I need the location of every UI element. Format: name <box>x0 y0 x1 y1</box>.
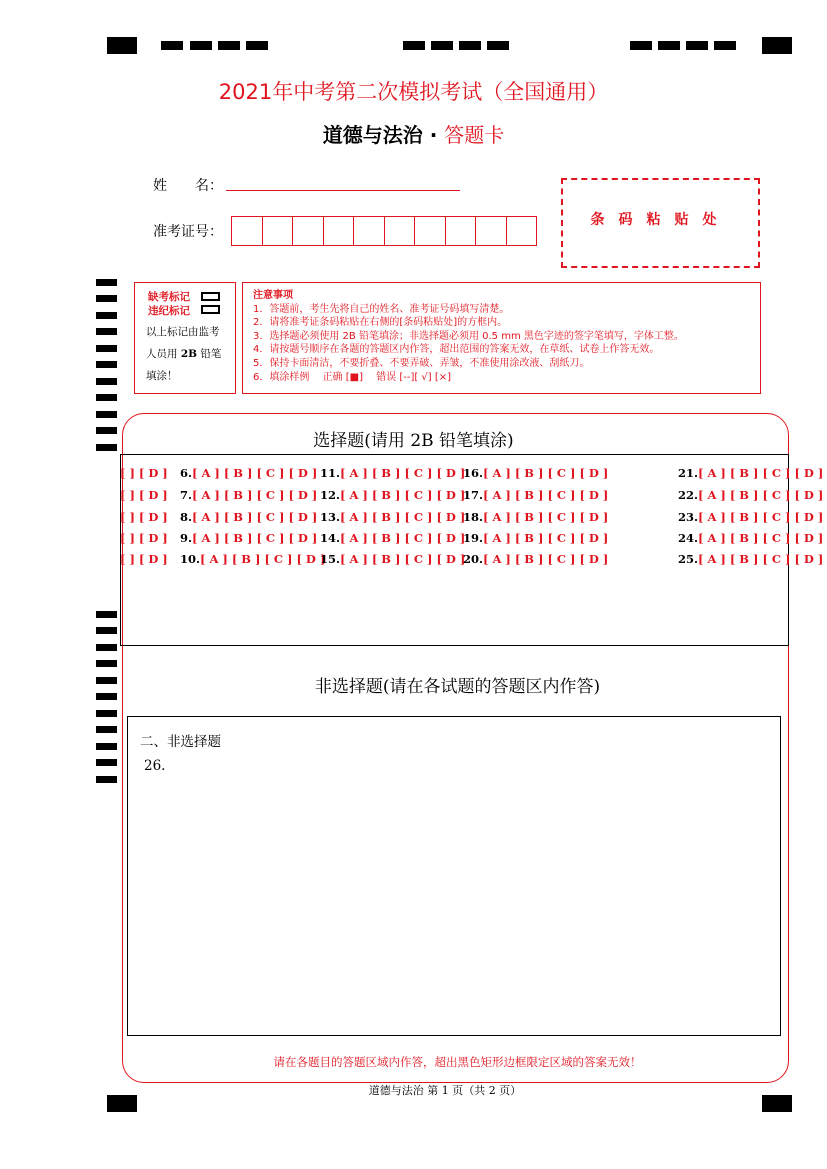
mcq-box <box>120 454 789 646</box>
side-mark <box>96 411 117 418</box>
question-number: 14. <box>320 531 341 545</box>
answer-options[interactable]: [ A ] [ B ] [ C ] [ D ] <box>483 510 609 524</box>
mcq-question[interactable] <box>463 466 608 480</box>
mcq-partial-options[interactable]: [ ] [ D ] <box>120 466 168 480</box>
question-number: 16. <box>463 466 484 480</box>
mcq-heading: 选择题(请用 2B 铅笔填涂) <box>313 431 514 451</box>
mcq-question[interactable] <box>180 552 325 566</box>
question-number: 8. <box>180 510 193 524</box>
answer-options[interactable]: [ A ] [ B ] [ C ] [ D ] <box>483 552 609 566</box>
absent-checkbox[interactable] <box>201 292 220 301</box>
timing-mark <box>218 41 240 50</box>
side-mark <box>96 378 117 385</box>
question-number: 7. <box>180 488 193 502</box>
notice-item: 5．保持卡面清洁，不要折叠、不要弄破、弄皱，不准使用涂改液、刮纸刀。 <box>253 357 590 369</box>
timing-mark <box>459 41 481 50</box>
id-digit-box[interactable] <box>415 217 446 245</box>
answer-options[interactable]: [ A ] [ B ] [ C ] [ D ] <box>192 466 318 480</box>
side-mark <box>96 660 117 667</box>
answer-options[interactable]: [ A ] [ B ] [ C ] [ D ] <box>340 488 466 502</box>
answer-options[interactable]: [ A ] [ B ] [ C ] [ D ] <box>698 488 824 502</box>
side-mark <box>96 295 117 302</box>
answer-area-warning: 请在各题目的答题区域内作答，超出黑色矩形边框限定区域的答案无效！ <box>273 1055 642 1069</box>
mcq-question[interactable] <box>180 488 317 502</box>
name-field[interactable] <box>226 190 460 191</box>
answer-options[interactable]: [ A ] [ B ] [ C ] [ D ] <box>192 488 318 502</box>
answer-options[interactable]: [ A ] [ B ] [ C ] [ D ] <box>698 466 824 480</box>
answer-options[interactable]: [ A ] [ B ] [ C ] [ D ] <box>192 510 318 524</box>
notice-box <box>242 282 761 394</box>
id-digit-box[interactable] <box>446 217 477 245</box>
id-digit-box[interactable] <box>507 217 537 245</box>
question-number: 25. <box>678 552 699 566</box>
side-mark <box>96 328 117 335</box>
question-number: 15. <box>320 552 341 566</box>
answer-options[interactable]: [ A ] [ B ] [ C ] [ D ] <box>483 466 609 480</box>
side-mark <box>96 726 117 733</box>
absent-label: 缺考标记 <box>148 291 190 303</box>
id-digit-box[interactable] <box>354 217 385 245</box>
answer-options[interactable]: [ A ] [ B ] [ C ] [ D ] <box>698 531 824 545</box>
mcq-question[interactable] <box>678 466 823 480</box>
answer-options[interactable]: [ A ] [ B ] [ C ] [ D ] <box>483 488 609 502</box>
timing-mark <box>714 41 736 50</box>
mcq-question[interactable] <box>320 552 465 566</box>
question-number: 6. <box>180 466 193 480</box>
title-separator: · <box>429 123 438 147</box>
mark-box <box>134 282 236 394</box>
mcq-partial-options[interactable]: [ ] [ D ] <box>120 552 168 566</box>
question-number: 26. <box>144 758 166 774</box>
mcq-question[interactable] <box>463 531 608 545</box>
mcq-question[interactable] <box>463 510 608 524</box>
answer-options[interactable]: [ A ] [ B ] [ C ] [ D ] <box>340 552 466 566</box>
question-number: 9. <box>180 531 193 545</box>
notice-item: 2．请将准考证条码粘贴在右侧的[条码粘贴处]的方框内。 <box>253 317 508 329</box>
mcq-partial-options[interactable]: [ ] [ D ] <box>120 510 168 524</box>
answer-options[interactable]: [ A ] [ B ] [ C ] [ D ] <box>200 552 326 566</box>
question-number: 11. <box>320 466 341 480</box>
essay-answer-box[interactable] <box>127 716 781 1036</box>
mcq-question[interactable] <box>320 466 465 480</box>
question-number: 22. <box>678 488 699 502</box>
mcq-question[interactable] <box>678 488 823 502</box>
barcode-area: 条码粘贴处 <box>561 178 760 268</box>
exam-title: 2021年中考第二次模拟考试（全国通用） <box>218 80 609 104</box>
side-mark <box>96 710 117 717</box>
mcq-question[interactable] <box>180 531 317 545</box>
mcq-question[interactable] <box>320 510 465 524</box>
side-mark <box>96 361 117 368</box>
timing-mark <box>190 41 212 50</box>
id-digit-box[interactable] <box>476 217 507 245</box>
answer-options[interactable]: [ A ] [ B ] [ C ] [ D ] <box>340 466 466 480</box>
side-mark <box>96 759 117 766</box>
notice-item: 1．答题前，考生先将自己的姓名、准考证号码填写清楚。 <box>253 303 510 315</box>
answer-options[interactable]: [ A ] [ B ] [ C ] [ D ] <box>340 531 466 545</box>
notice-heading: 注意事项 <box>253 290 293 301</box>
question-number: 23. <box>678 510 699 524</box>
notice-item: 4．请按题号顺序在各题的答题区内作答，超出范围的答案无效，在草纸、试卷上作答无效。 <box>253 344 660 356</box>
mcq-question[interactable] <box>180 466 317 480</box>
timing-mark <box>487 41 509 50</box>
question-number: 19. <box>463 531 484 545</box>
side-mark <box>96 627 117 634</box>
id-digit-box[interactable] <box>263 217 294 245</box>
mcq-question[interactable] <box>678 510 823 524</box>
essay-section-label: 二、非选择题 <box>140 734 221 750</box>
page-number: 道德与法治 第 1 页（共 2 页） <box>368 1084 522 1097</box>
side-mark <box>96 312 117 319</box>
mcq-question[interactable] <box>463 552 608 566</box>
mcq-question[interactable] <box>678 552 823 566</box>
side-mark <box>96 743 117 750</box>
mcq-question[interactable] <box>320 488 465 502</box>
answer-options[interactable]: [ A ] [ B ] [ C ] [ D ] <box>698 552 824 566</box>
timing-mark <box>686 41 708 50</box>
exam-id-boxes[interactable] <box>231 216 537 246</box>
question-number: 20. <box>463 552 484 566</box>
mcq-question[interactable] <box>320 531 465 545</box>
mcq-question[interactable] <box>180 510 317 524</box>
notice-item: 3．选择题必须使用 2B 铅笔填涂；非选择题必须用 0.5 mm 黑色字迹的签字笔填写，字体工整。 <box>253 330 684 342</box>
timing-mark <box>630 41 652 50</box>
name-label: 姓 名： <box>153 178 223 194</box>
timing-mark <box>161 41 183 50</box>
subject-name: 道德与法治 <box>322 123 423 147</box>
side-mark <box>96 279 117 286</box>
timing-mark <box>246 41 268 50</box>
mcq-question[interactable] <box>678 531 823 545</box>
question-number: 17. <box>463 488 484 502</box>
answer-options[interactable]: [ A ] [ B ] [ C ] [ D ] <box>698 510 824 524</box>
answer-options[interactable]: [ A ] [ B ] [ C ] [ D ] <box>483 531 609 545</box>
id-label: 准考证号： <box>153 224 223 240</box>
id-digit-box[interactable] <box>293 217 324 245</box>
question-number: 18. <box>463 510 484 524</box>
timing-mark <box>762 37 792 54</box>
side-mark <box>96 394 117 401</box>
id-digit-box[interactable] <box>385 217 416 245</box>
mcq-partial-options[interactable]: [ ] [ D ] <box>120 488 168 502</box>
timing-mark <box>107 37 137 54</box>
question-number: 10. <box>180 552 201 566</box>
side-mark <box>96 644 117 651</box>
side-mark <box>96 776 117 783</box>
mcq-partial-options[interactable]: [ ] [ D ] <box>120 531 168 545</box>
essay-heading: 非选择题(请在各试题的答题区内作答) <box>314 677 601 697</box>
mark-note: 以上标记由监考 人员用 2B 铅笔 填涂！ <box>146 326 222 382</box>
notice-item: 6．填涂样例 正确 [■] 错误 [--][ √] [×] <box>253 371 452 383</box>
question-number: 12. <box>320 488 341 502</box>
question-number: 13. <box>320 510 341 524</box>
side-mark <box>96 345 117 352</box>
violation-label: 违纪标记 <box>148 305 190 317</box>
timing-mark <box>403 41 425 50</box>
question-number: 21. <box>678 466 699 480</box>
side-mark <box>96 611 117 618</box>
card-label: 答题卡 <box>444 123 505 147</box>
question-number: 24. <box>678 531 699 545</box>
id-digit-box[interactable] <box>324 217 355 245</box>
timing-mark <box>658 41 680 50</box>
answer-options[interactable]: [ A ] [ B ] [ C ] [ D ] <box>340 510 466 524</box>
violation-checkbox[interactable] <box>201 305 220 314</box>
card-subtitle <box>0 119 827 148</box>
mcq-question[interactable] <box>463 488 608 502</box>
id-digit-box[interactable] <box>232 217 263 245</box>
timing-mark <box>431 41 453 50</box>
answer-options[interactable]: [ A ] [ B ] [ C ] [ D ] <box>192 531 318 545</box>
